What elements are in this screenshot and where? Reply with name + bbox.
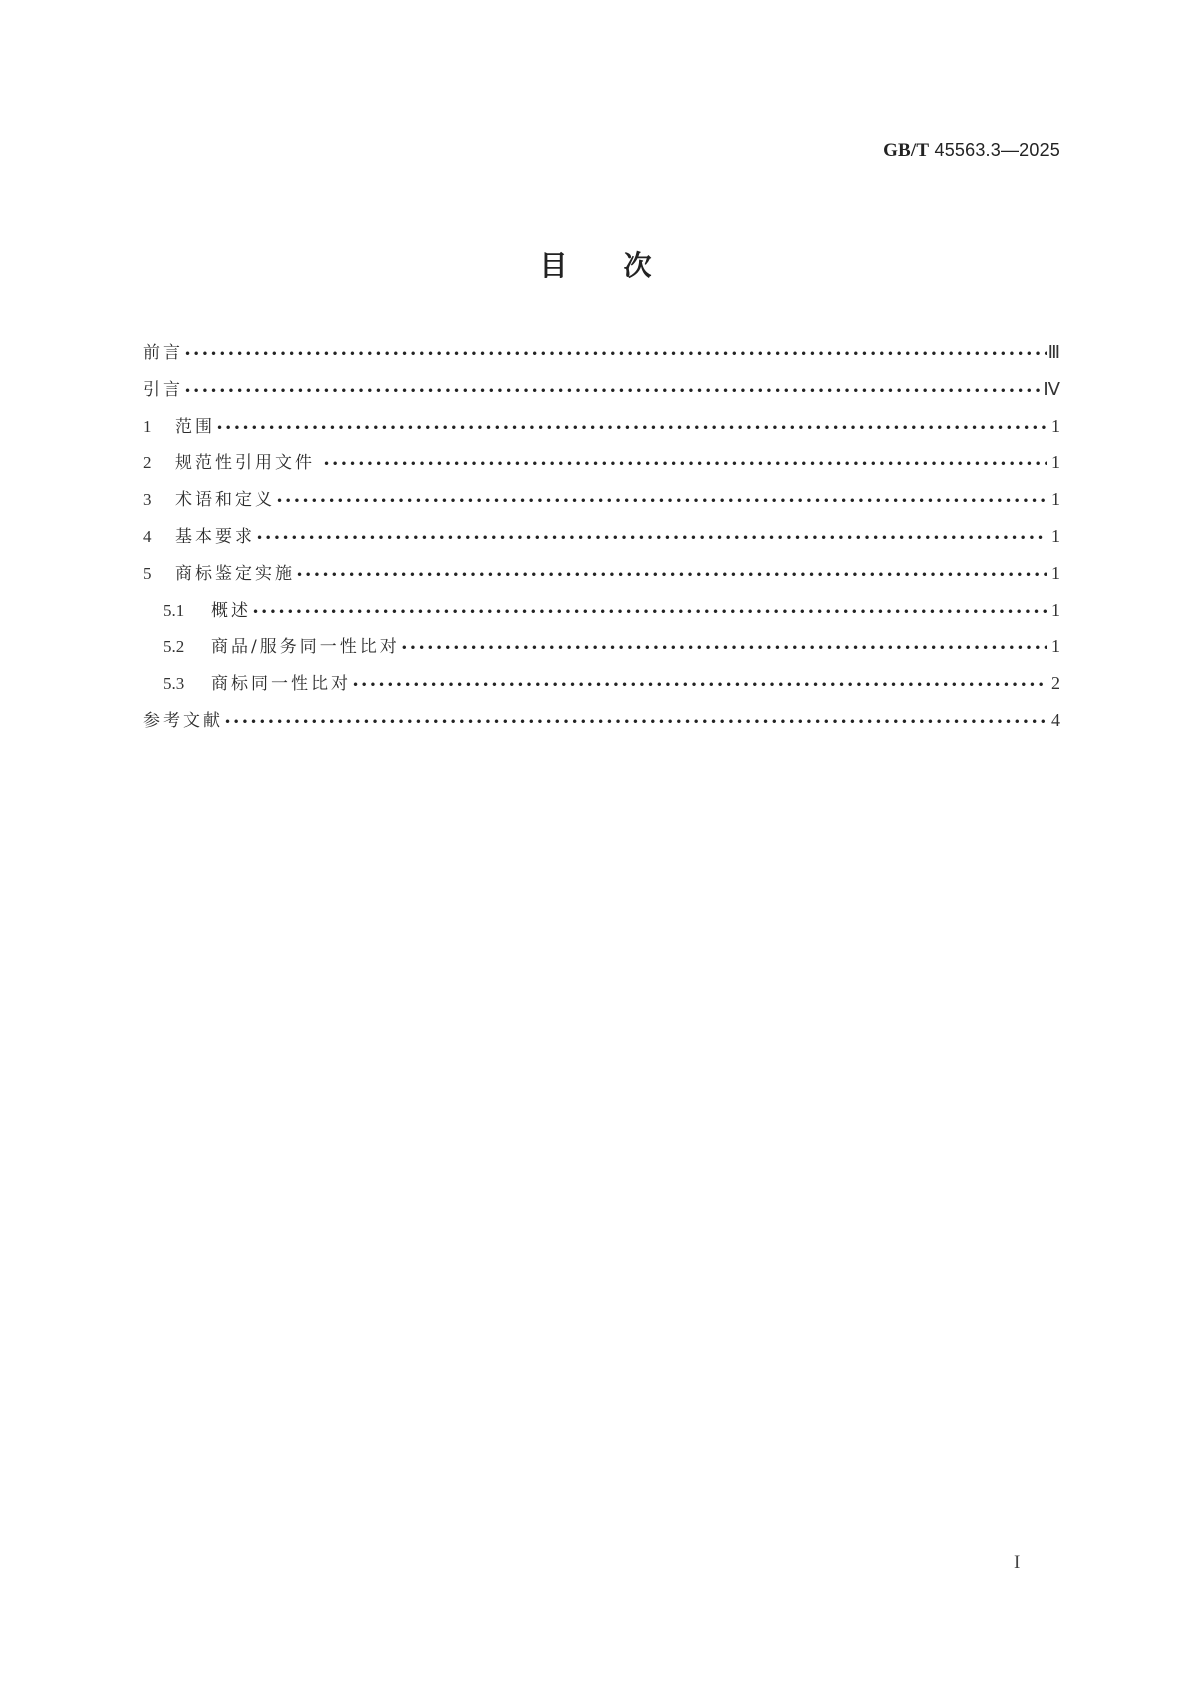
table-of-contents [143,338,1060,743]
toc-number: 5.3 [163,674,185,694]
toc-page: 1 [1051,452,1060,473]
dot-leader [184,347,1047,361]
toc-number: 5.2 [163,637,185,657]
toc-label: 前言 [143,343,183,363]
toc-entry-overview[interactable] [143,596,1060,633]
toc-label: 基本要求 [175,526,255,547]
dot-leader [184,384,1042,398]
dot-leader [252,605,1047,619]
toc-page: Ⅲ [1047,342,1060,362]
toc-label: 参考文献 [143,710,223,731]
dot-leader [323,457,1047,471]
toc-entry-goods-services-comparison[interactable] [143,632,1060,669]
toc-number: 3 [143,490,152,510]
dot-leader [224,715,1047,729]
toc-label: 商标鉴定实施 [175,563,295,584]
standard-code: GB/T [883,140,930,161]
toc-page: 1 [1051,415,1060,436]
toc-number: 4 [143,526,152,546]
page-number: I [1014,1552,1021,1573]
toc-label: 规范性引用文件 [175,453,315,474]
toc-page: 2 [1051,673,1060,694]
toc-entry-introduction[interactable] [143,375,1060,412]
dot-leader [256,531,1047,545]
toc-page: 1 [1051,525,1060,546]
dot-leader [352,678,1047,692]
toc-entry-scope[interactable] [143,412,1060,449]
toc-page: Ⅳ [1043,378,1060,399]
toc-entry-trademark-comparison[interactable] [143,669,1060,706]
dot-leader [276,494,1047,508]
toc-page: 1 [1051,599,1060,620]
toc-label: 商标同一性比对 [211,674,351,695]
toc-entry-normative-references[interactable] [143,448,1060,485]
document-standard-number [883,140,1060,162]
toc-page: 1 [1051,489,1060,510]
toc-label: 商品/服务同一性比对 [211,637,400,658]
toc-entry-foreword[interactable] [143,338,1060,375]
toc-entry-bibliography[interactable] [143,706,1060,743]
toc-entry-basic-requirements[interactable] [143,522,1060,559]
standard-number: 45563.3—2025 [934,140,1060,160]
dot-leader [296,568,1047,582]
toc-number: 5.1 [163,600,185,620]
toc-label: 概述 [211,600,251,621]
toc-entry-terms-definitions[interactable] [143,485,1060,522]
toc-entry-trademark-appraisal[interactable] [143,559,1060,596]
toc-label: 引言 [143,379,183,400]
toc-page: 1 [1051,636,1060,657]
dot-leader [401,641,1047,655]
toc-page: 4 [1051,709,1060,730]
page-title: 目次 [539,249,708,282]
dot-leader [216,421,1047,435]
toc-number: 1 [143,416,152,436]
toc-label: 范围 [175,416,215,437]
toc-label: 术语和定义 [175,490,275,511]
toc-number: 5 [143,563,152,583]
toc-number: 2 [143,453,152,473]
toc-page: 1 [1051,562,1060,583]
